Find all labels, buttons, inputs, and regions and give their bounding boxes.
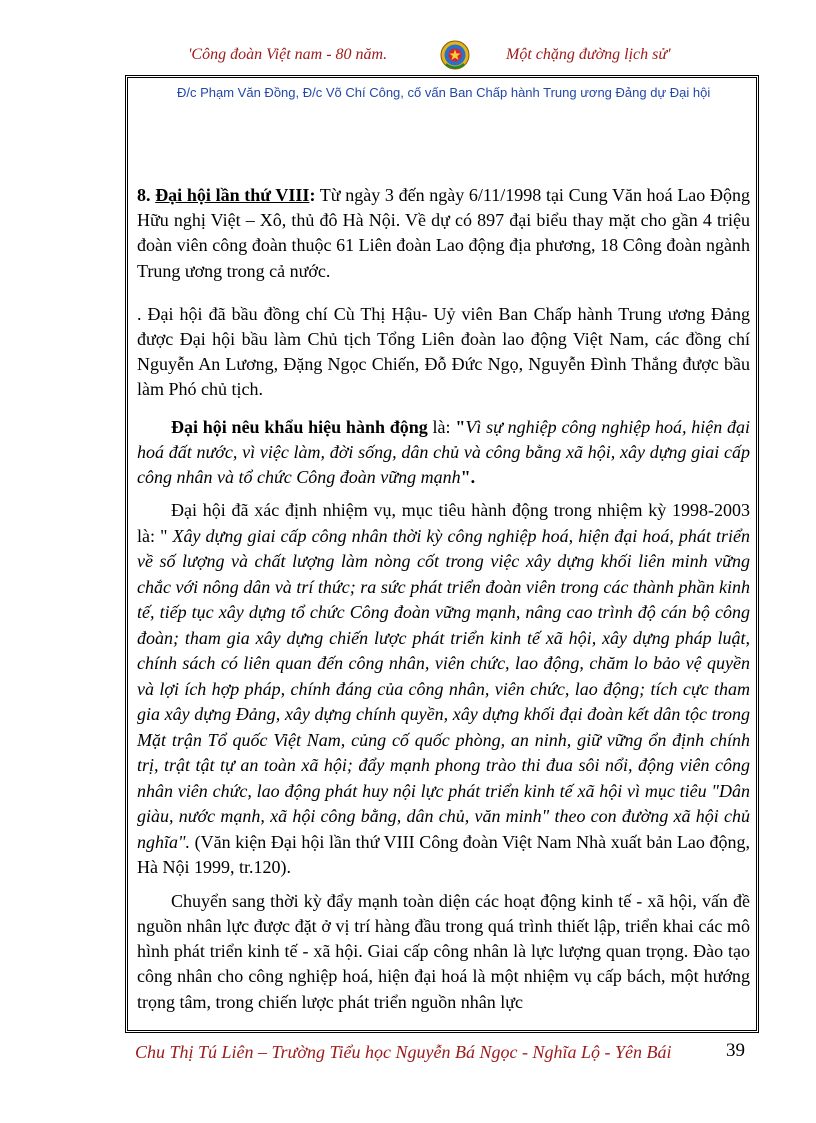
running-header (188, 40, 708, 74)
congress-intro-text: Từ ngày 3 đến ngày 6/11/1998 tại Cung Văn hoá Lao Động Hữu nghị Việt – Xô, thủ đô Hà Nội. Về dự có 897 đại biểu thay mặt cho gần 4 triệu đoàn viên công đoàn thuộc 61 Liên đoàn Lao động địa phương, 18 Công đoàn ngành Trung ương trong cả nước. (137, 185, 750, 281)
election-paragraph: . Đại hội đã bầu đồng chí Cù Thị Hậu- Uỷ viên Ban Chấp hành Trung ương Đảng được Đại hội bầu làm Chủ tịch Tổng Liên đoàn lao động Việt Nam, các đồng chí Nguyễn An Lương, Đặng Ngọc Chiến, Đỗ Đức Ngọ, Nguyễn Đình Thắng được bầu làm Phó chủ tịch. (137, 303, 750, 400)
header-right-text: Một chặng đường lịch sử' (506, 46, 671, 63)
slogan-open-quote: " (455, 416, 466, 437)
slogan-label: Đại hội nêu khẩu hiệu hành động (171, 416, 428, 437)
slogan-text: Vì sự nghiệp công nghiệp hoá, hiện đại hoá đất nước, vì việc làm, đời sống, dân chủ và công bằng xã hội, xây dựng giai cấp công nhân và tổ chức Công đoàn vững mạnh (137, 416, 751, 488)
congress-intro-paragraph (137, 183, 750, 284)
trade-union-emblem-icon (440, 40, 470, 72)
photo-caption: Đ/c Phạm Văn Đồng, Đ/c Võ Chí Công, cố vấn Ban Chấp hành Trung ương Đảng dự Đại hội (177, 85, 711, 100)
page-number: 39 (726, 1040, 745, 1061)
tasks-text: Xây dựng giai cấp công nhân thời kỳ công nghiệp hoá, hiện đại hoá, phát triển về số lượng và chất lượng làm nòng cốt trong việc xây dựng khối liên minh vững chắc với nông dân và trí thức; ra sức phát triển đoàn viên trong các thành phần kinh tế, tiếp tục xây dựng tổ chức Công đoàn vững mạnh, nâng cao trình độ cán bộ công đoàn; tham gia xây dựng chiến lược phát triển kinh tế xã hội, xây dựng pháp luật, chính sách có liên quan đến công nhân, viên chức, lao động, chăm lo bảo vệ quyền và lợi ích hợp pháp, chính đáng của công nhân, viên chức, lao động; tích cực tham gia xây dựng Đảng, xây dựng chính quyền, xây dựng khối đại đoàn kết dân tộc trong Mặt trận Tổ quốc Việt Nam, củng cố quốc phòng, an ninh, giữ vững ổn định chính trị, trật tật tự an toàn xã hội; đẩy mạnh phong trào thi đua sôi nổi, động viên công nhân viên chức, lao động phát huy nội lực phát triển kinh tế xã hội vì mục tiêu "Dân giàu, nước mạnh, xã hội công bằng, dân chủ, văn minh" theo con đường xã hội chủ nghĩa". (137, 525, 750, 852)
slogan-close-quote: ". (460, 467, 476, 488)
tasks-intro: Đại hội đã xác định nhiệm vụ, mục tiêu hành động trong nhiệm kỳ 1998-2003 là: " (137, 500, 750, 546)
section-heading-colon: : (309, 185, 316, 205)
page-body (137, 183, 750, 1023)
section-number: 8. (137, 185, 151, 205)
slogan-is: là: (427, 416, 456, 437)
section-heading: Đại hội lần thứ VIII (155, 185, 310, 205)
tasks-paragraph (137, 498, 750, 881)
footer-author: Chu Thị Tú Liên – Trường Tiểu học Nguyễn Bá Ngọc - Nghĩa Lộ - Yên Bái (135, 1042, 672, 1062)
tasks-source: (Văn kiện Đại hội lần thứ VIII Công đoàn Việt Nam Nhà xuất bản Lao động, Hà Nội 1999, tr.120). (137, 831, 750, 878)
transition-paragraph: Chuyển sang thời kỳ đẩy mạnh toàn diện các hoạt động kinh tế - xã hội, vấn đề nguồn nhân lực được đặt ở vị trí hàng đầu trong quá trình thiết lập, triển khai các mô hình phát triển kinh tế - xã hội. Giai cấp công nhân là lực lượng quan trọng. Đào tạo công nhân cho công nghiệp hoá, hiện đại hoá là một nhiệm vụ cấp bách, một hướng trọng tâm, trong chiến lược phát triển nguồn nhân lực (137, 890, 750, 1012)
running-footer (135, 1040, 745, 1070)
header-left-text: 'Công đoàn Việt nam - 80 năm. (188, 46, 388, 63)
slogan-paragraph (137, 415, 750, 491)
